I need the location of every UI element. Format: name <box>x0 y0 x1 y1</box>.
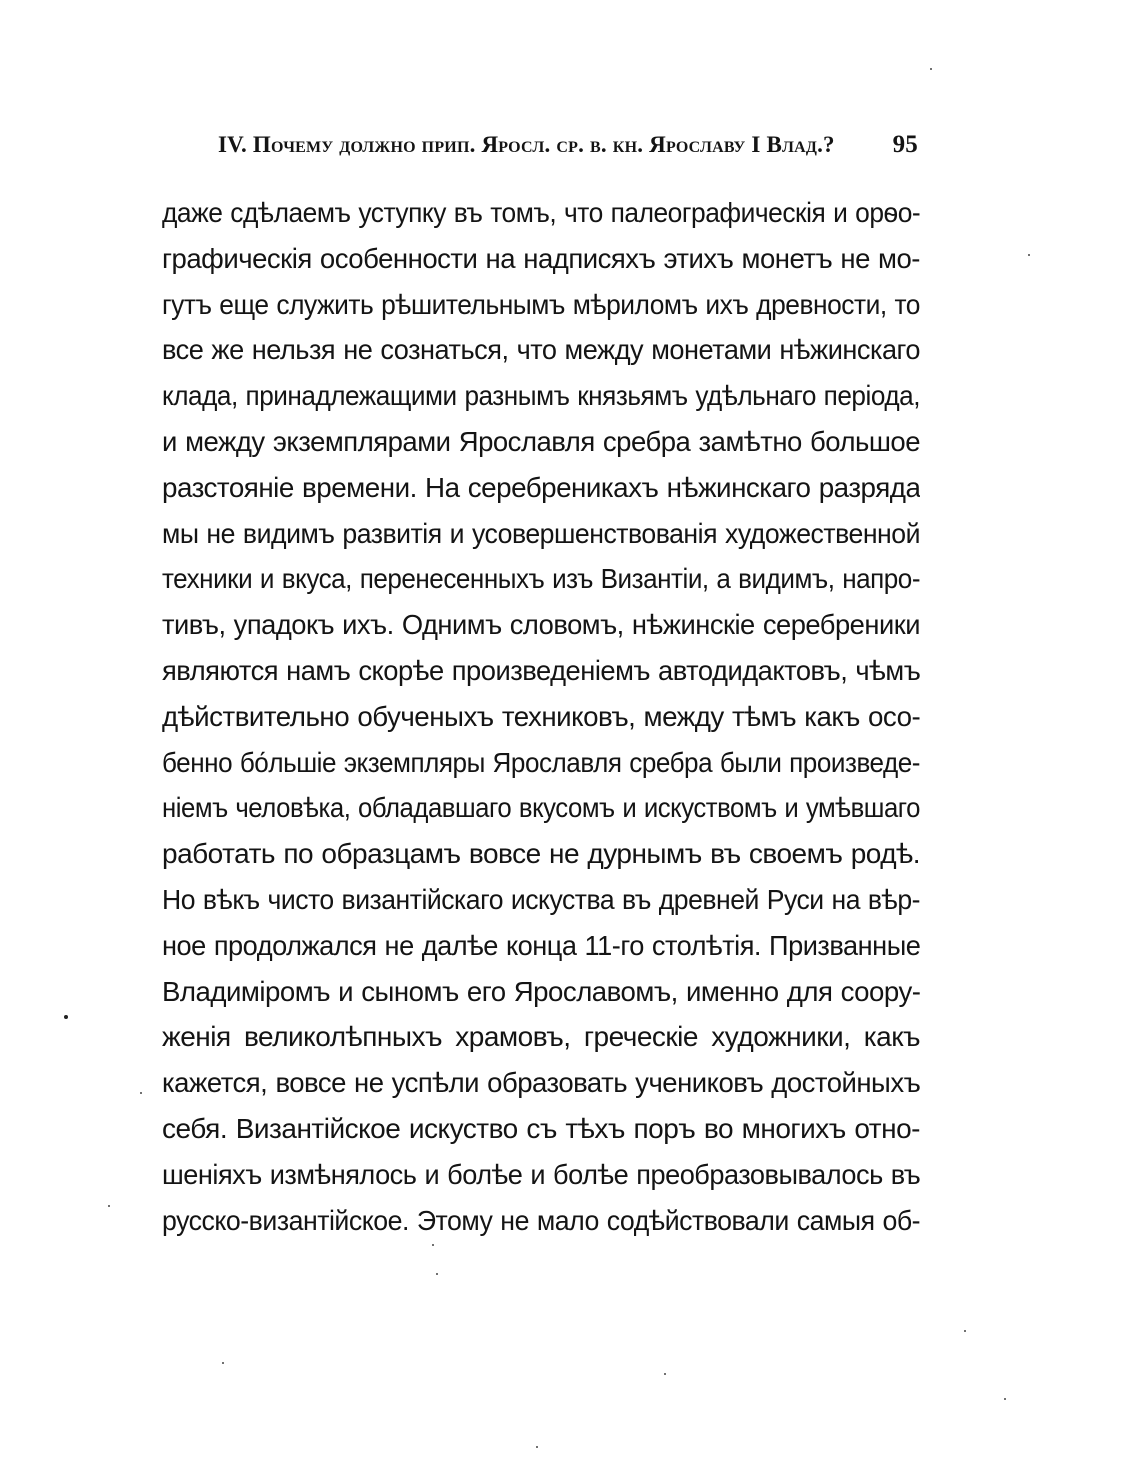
text-line: графическія особенности на надписяхъ этихъ монетъ не мо- <box>162 242 920 274</box>
text-line: работать по образцамъ вовсе не дурнымъ въ своемъ родѣ. <box>162 838 920 870</box>
text-line: разстояніе времени. На серебреникахъ нѣжинскаго разряда <box>162 471 920 503</box>
text-line: мы не видимъ развитія и усовершенствованія художественной <box>162 517 921 549</box>
scan-speck <box>108 1205 110 1207</box>
text-line: техники и вкуса, перенесенныхъ изъ Византіи, а видимъ, напро- <box>162 563 921 595</box>
text-line: все же нельзя не сознаться, что между монетами нѣжинскаго <box>162 334 920 366</box>
text-line: ное продолжался не далѣе конца 11-го столѣтія. Призванные <box>162 929 921 961</box>
text-line: себя. Византійское искуство съ тѣхъ поръ во многихъ отно- <box>162 1112 920 1144</box>
text-line: женія великолѣпныхъ храмовъ, греческіе художники, какъ <box>162 1021 920 1053</box>
text-line: клада, принадлежащими разнымъ князьямъ удѣльнаго періода, <box>162 380 921 412</box>
text-line: бенно бо́льшіе экземпляры Ярославля сребра были произведе- <box>162 746 920 778</box>
text-line: дѣйствительно обученыхъ техниковъ, между тѣмъ какъ осо- <box>162 700 921 732</box>
text-line: русско-византійское. Этому не мало содѣйствовали самыя об- <box>162 1204 921 1236</box>
text-line: Но вѣкъ чисто византійскаго искуства въ древней Руси на вѣр- <box>162 883 921 915</box>
text-line: даже сдѣлаемъ уступку въ томъ, что палеографическія и орѳо- <box>162 197 920 228</box>
text-line: шеніяхъ измѣнялось и болѣе и болѣе преобразовывалось въ <box>162 1158 920 1190</box>
scan-speck <box>1004 1398 1006 1400</box>
text-line: тивъ, упадокъ ихъ. Однимъ словомъ, нѣжинскіе серебреники <box>162 609 920 641</box>
text-line: и между экземплярами Ярославля сребра замѣтно большое <box>162 425 921 457</box>
running-head-title: IV. Почему должно прип. Яросл. ср. в. кн. Ярославу I Влад.? <box>218 132 835 157</box>
scan-speck <box>536 1446 538 1448</box>
text-line: кажется, вовсе не успѣли образовать учениковъ достойныхъ <box>162 1067 921 1099</box>
page-number: 95 <box>892 131 918 158</box>
scan-speck <box>1028 254 1030 256</box>
scan-speck <box>432 1244 434 1246</box>
scan-speck <box>930 68 932 70</box>
body-text <box>162 190 920 1243</box>
scan-speck <box>436 1273 438 1275</box>
scan-speck <box>64 1015 68 1019</box>
scan-speck <box>222 1362 224 1364</box>
text-line: гутъ еще служить рѣшительнымъ мѣриломъ ихъ древности, то <box>162 288 920 320</box>
text-line: ніемъ человѣка, обладавшаго вкусомъ и искуствомъ и умѣвшаго <box>162 792 921 824</box>
text-line: являются намъ скорѣе произведеніемъ автодидактовъ, чѣмъ <box>162 654 920 686</box>
scan-speck <box>964 1330 966 1332</box>
scan-speck <box>664 1373 666 1375</box>
scan-speck <box>140 1092 142 1094</box>
text-line: Владиміромъ и сыномъ его Ярославомъ, именно для соору- <box>162 975 921 1007</box>
running-head <box>218 131 918 171</box>
